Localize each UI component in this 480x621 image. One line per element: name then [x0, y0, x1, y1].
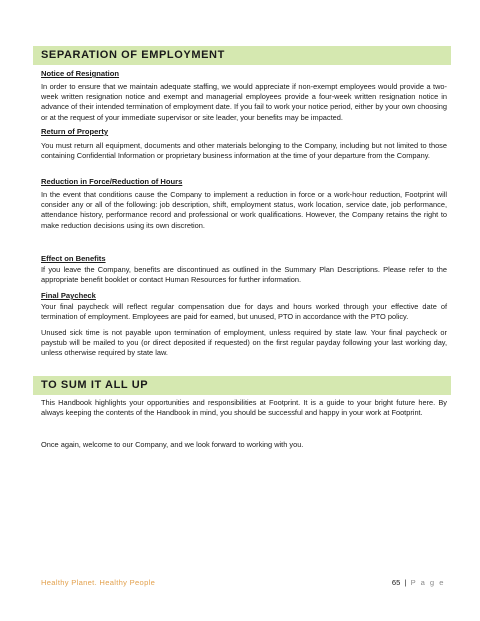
unused-sick-time-text: Unused sick time is not payable upon termination of employment, unless required by state law. Your final paycheck or paystub will be mailed to you (or direct deposited if requested) on the first regular payday following your last working day, unless otherwise required by state law. — [41, 328, 447, 358]
page-number: 65 — [391, 578, 401, 587]
section-heading-separation: SEPARATION OF EMPLOYMENT — [33, 46, 451, 65]
document-page — [33, 0, 451, 621]
section-heading-sum-up: TO SUM IT ALL UP — [33, 376, 451, 395]
footer-tagline: Healthy Planet. Healthy People — [41, 578, 156, 587]
effect-on-benefits-heading: Effect on Benefits — [41, 254, 106, 263]
return-of-property-text: You must return all equipment, documents and other materials belonging to the Company, including but not limited to those containing Confidential Information or proprietary business information at the time of your departure from the Company. — [41, 141, 447, 161]
effect-on-benefits-text: If you leave the Company, benefits are discontinued as outlined in the Summary Plan Descriptions. Please refer to the appropriate benefit booklet or contact Human Resources for further information. — [41, 265, 447, 285]
footer-page-number — [392, 578, 445, 587]
page-separator: | — [404, 578, 407, 587]
welcome-text: Once again, welcome to our Company, and we look forward to working with you. — [41, 440, 304, 449]
reduction-in-force-heading: Reduction in Force/Reduction of Hours — [41, 177, 183, 186]
final-paycheck-heading: Final Paycheck — [41, 291, 96, 300]
notice-of-resignation-heading: Notice of Resignation — [41, 69, 120, 78]
page-word: P a g e — [410, 578, 445, 587]
reduction-in-force-text: In the event that conditions cause the Company to implement a reduction in force or a work-hour reduction, Footprint will consider any or all of the following: job description, shift, employment status, work location, service date, job performance, attendance history, performance record and professional or work qualifications. However, the Company retains the right to make reduction decisions using its own discretion. — [41, 190, 447, 230]
notice-of-resignation-text: In order to ensure that we maintain adequate staffing, we would appreciate if non-exempt employees would provide a two-week written resignation notice and exempt and managerial employees provide a four-week written resignation notice in advance of their intended termination of employment date. If you fail to work your notice period, either by your own choosing or at the request of your immediate supervisor or site leader, your benefits may be impacted. — [41, 82, 447, 122]
sum-up-text: This Handbook highlights your opportunities and responsibilities at Footprint. It is a guide to your bright future here. By always keeping the contents of the Handbook in mind, you should be successful and happy in your work at Footprint. — [41, 398, 447, 418]
final-paycheck-text: Your final paycheck will reflect regular compensation due for days and hours worked through your effective date of termination of employment. Employees are paid for earned, but unused, PTO in accordance with the PTO policy. — [41, 302, 447, 322]
return-of-property-heading: Return of Property — [41, 127, 109, 136]
